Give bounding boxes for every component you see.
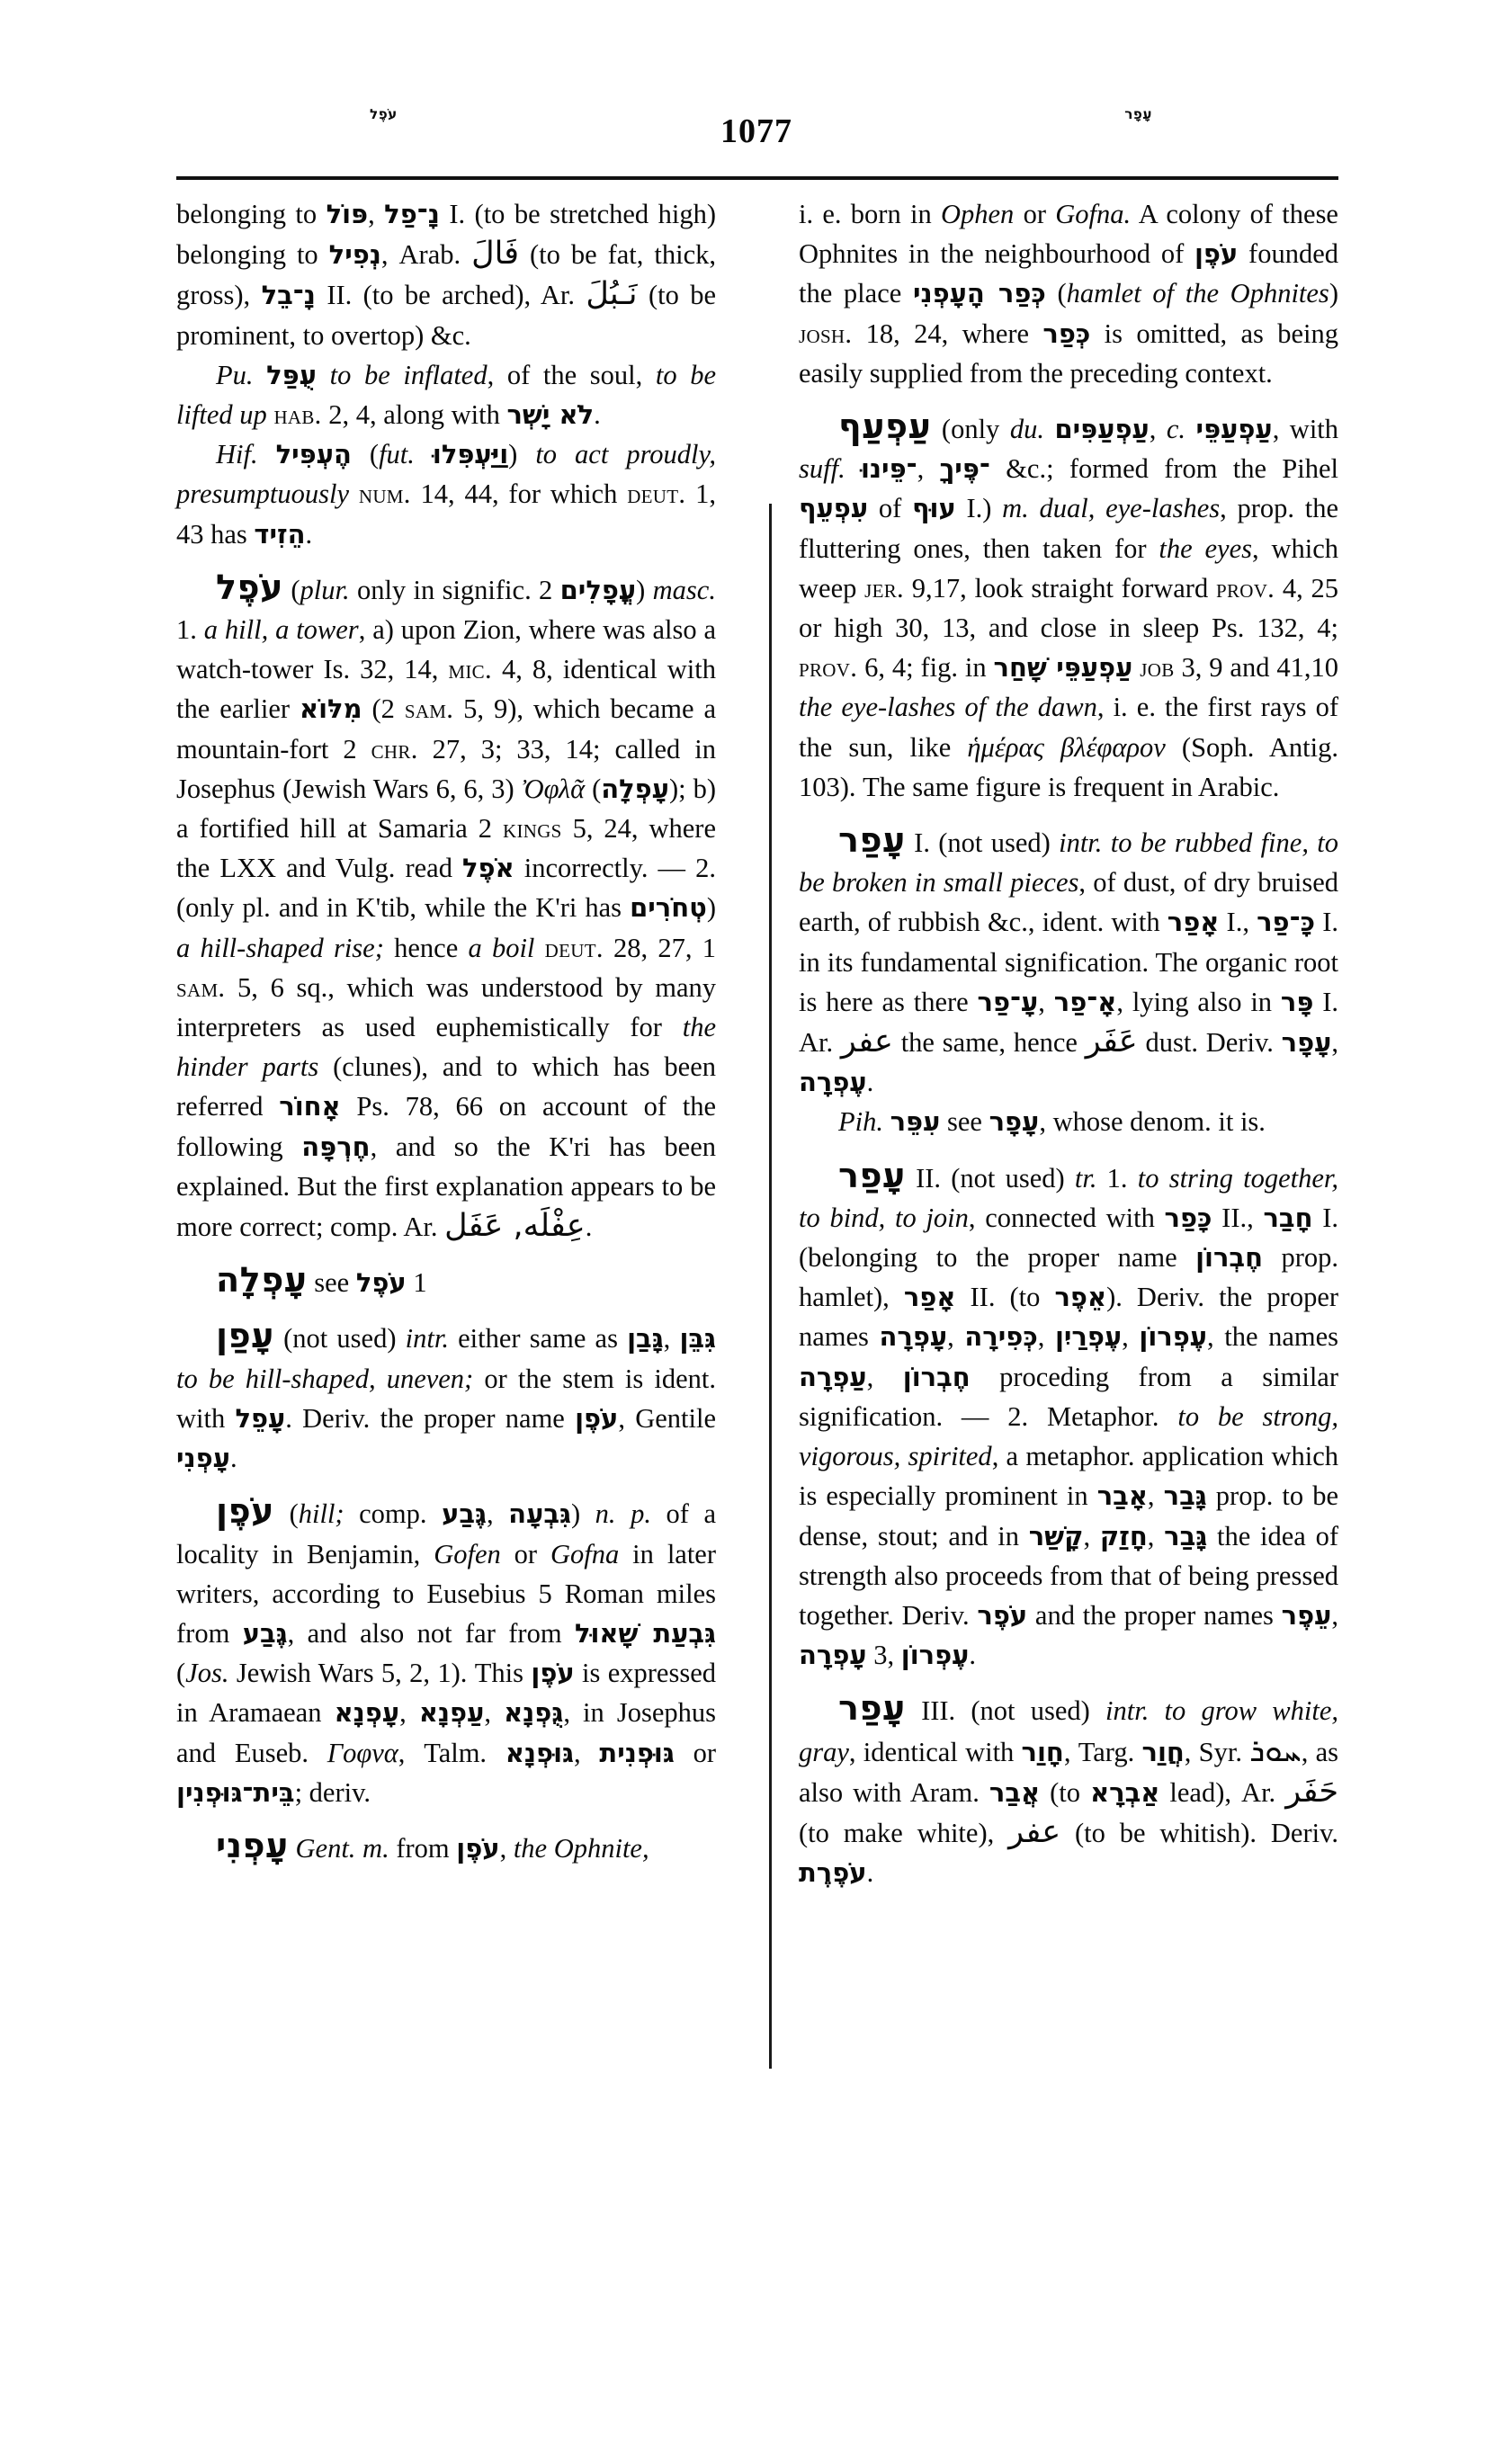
dictionary-paragraph: עָפַר I. (not used) intr. to be rubbed fine, to be broken in small pieces, of dust, of dry bruised earth, of rubbish &c., ident. with אָפַר I., כָּ־פַר I. in its fundamental signification. The organic root is here as there עָ־פַר, אָ־פַר, lying also in פָּר I. Ar. عفر the same, hence عَفَر dust. Deriv. עָפָר, עֶפְרָה.: [799, 820, 1339, 1098]
running-head-left-hebrew: עֹפֶל: [370, 106, 398, 122]
running-head-right-hebrew: עָפָר: [1124, 106, 1152, 122]
right-column: [799, 194, 1338, 1892]
left-column: [176, 194, 716, 1868]
dictionary-paragraph: עָפְנִי Gent. m. from עֹפֶן, the Ophnite,: [216, 1825, 649, 1865]
dictionary-paragraph: Pih. עִפֵּר see עָפָר, whose denom. it is.: [838, 1106, 1266, 1138]
dictionary-paragraph: עָפְלָה see עֹפֶל 1: [216, 1260, 427, 1301]
dictionary-paragraph: Hif. הֶעְפִּיל (fut. וַיַּעְפִּלוּ) to act proudly, presumptuously num. 14, 44, for which deut. 1, 43 has הֵזִיד.: [176, 439, 717, 550]
dictionary-paragraph: עֹפֶן (hill; comp. גֶּבַע, גִּבְעָה) n. p. of a locality in Benjamin, Gofen or Gofna in later writers, according to Eusebius 5 Roman miles from גֶּבַע, and also not far from גִּבְעַת שָׁאוּל (Jos. Jewish Wars 5, 2, 1). This עֹפֶן is expressed in Aramaean עָפְנָא, עַפְנָא, גֻּפְנָא, in Josephus and Euseb. Γοφνα, Talm. גּוּפְנָא, גּוּפְנִית or בֵּית־גּוּפְנִין; deriv.: [176, 1491, 717, 1808]
dictionary-paragraph: belonging to פּוֹל, נָ־פַל I. (to be stretched high) belonging to נְפִיל, Arab. فَالَ (to be fat, thick, gross), נָ־בֵל II. (to be arched), Ar. نَـبُلَ (to be prominent, to overtop) &c.: [176, 199, 716, 351]
header-rule: [176, 176, 1338, 180]
dictionary-paragraph: i. e. born in Ophen or Gofna. A colony of these Ophnites in the neighbourhood of עֹפֶן founded the place כְּפַר הָעָפְנִי (hamlet of the Ophnites) josh. 18, 24, where כְּפַר is omitted, as being easily supplied from the preceding context.: [799, 199, 1338, 389]
dictionary-paragraph: עָפַן (not used) intr. either same as גָּבַן, גִּבֵּן to be hill-shaped, uneven; or the stem is ident. with עָפֵל. Deriv. the proper name עֹפֶן, Gentile עָפְנִי.: [176, 1316, 716, 1474]
dictionary-paragraph: עָפַר II. (not used) tr. 1. to string together, to bind, to join, connected with כָּפַר II., חָבַר I. (belonging to the proper name חֶבְרוֹן prop. hamlet), אָפַר II. (to אֵפֶר). Deriv. the proper names עָפְרָה, כְּפִירָה, עֶפְרַיִן, עֶפְרוֹן, the names עַפְרָה, חֶבְרוֹן proceding from a similar signification. — 2. Metaphor. to be strong, vigorous, spirited, a metaphor. application which is especially prominent in אָבַר, גָּבַר prop. to be dense, stout; and in קָשַׁר, חָזַק, גָּבַר the idea of strength also proceeds from that of being pressed together. Deriv. עֹפֶר and the proper names עֵפֶר, עָפְרָה 3, עֶפְרוֹן.: [799, 1155, 1339, 1671]
column-divider-rule: [769, 504, 772, 2069]
dictionary-paragraph: Pu. עֻפַּל to be inflated, of the soul, to be lifted up hab. 2, 4, along with לֹא יָשְׁר.: [176, 359, 717, 431]
running-head: [176, 106, 1337, 171]
dictionary-paragraph: עֹפֶל (plur. only in signific. 2 עֳפָלִים) masc. 1. a hill, a tower, a) upon Zion, where was also a watch-tower Is. 32, 14, mic. 4, 8, identical with the earlier מִלּוֹא (2 sam. 5, 9), which became a mountain-fort 2 chr. 27, 3; 33, 14; called in Josephus (Jewish Wars 6, 6, 3) Ὀφλᾶ (עָפְלָה); b) a fortified hill at Samaria 2 kings 5, 24, where the LXX and Vulg. read אֹפֶל incorrectly. — 2. (only pl. and in K'tib, while the K'ri has טְחֹרִים) a hill-shaped rise; hence a boil deut. 28, 27, 1 sam. 5, 6 sq., which was understood by many interpreters as used euphemistically for the hinder parts (clunes), and to which has been referred אָחוֹר Ps. 78, 66 on account of the following חֶרְפָּה, and so the K'ri has been explained. But the first explanation appears to be more correct; comp. Ar. عِفْلَه, عَفَل.: [176, 567, 717, 1245]
dictionary-paragraph: עָפַר III. (not used) intr. to grow white, gray, identical with חָוַר, Targ. חֲוַר, Syr. ܚܘܪ, as also with Aram. אֲבַר (to אַבְרָא lead), Ar. حَفَر (to make white), عفر (to be whitish). Deriv. עֹפֶרֶת.: [799, 1688, 1338, 1889]
page-number: 1077: [720, 112, 792, 150]
dictionary-paragraph: עַפְעַף (only du. עַפְעַפִּים, c. עַפְעַפֵּי, with suff. ־פֵּינוּ, ־פֶּיךָ &c.; formed from the Pihel עִפְעֵף of עוּף I.) m. dual, eye-lashes, prop. the fluttering ones, then taken for the eyes, which weep jer. 9,17, look straight forward prov. 4, 25 or high 30, 13, and close in sleep Ps. 132, 4; prov. 6, 4; fig. in עַפְעַפֵּי שָׁחַר job 3, 9 and 41,10 the eye-lashes of the dawn, i. e. the first rays of the sun, like ἡμέρας βλέφαρον (Soph. Antig. 103). The same figure is frequent in Arabic.: [799, 407, 1339, 802]
